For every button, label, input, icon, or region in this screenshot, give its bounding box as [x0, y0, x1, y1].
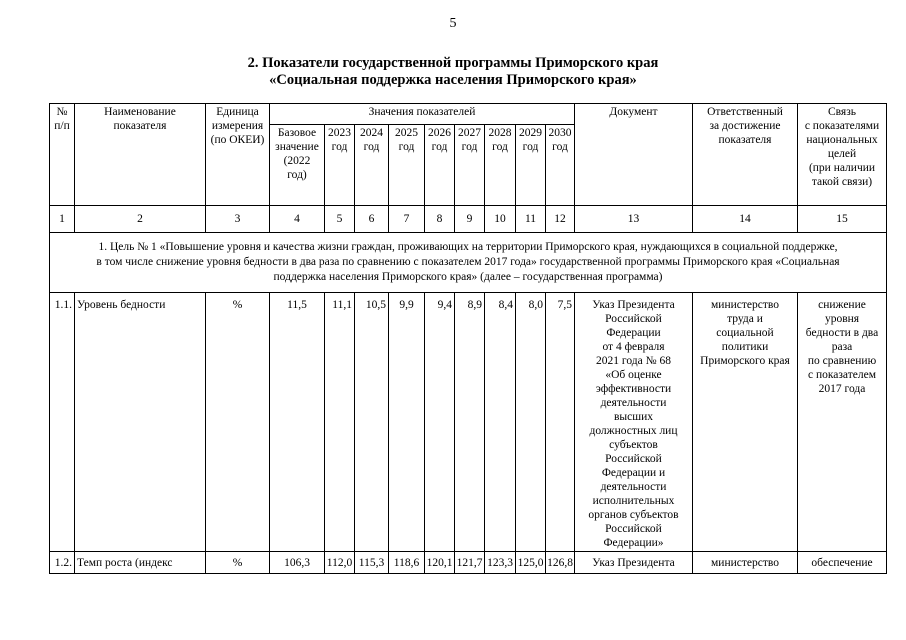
indicators-table: [49, 103, 887, 574]
header-name: Наименование показателя: [75, 104, 206, 206]
header-responsible: Ответственный за достижение показателя: [693, 104, 798, 206]
row-unit: %: [206, 293, 270, 552]
row-value: 115,3: [355, 552, 389, 574]
header-values-group: Значения показателей: [270, 104, 575, 125]
row-link: снижение уровня бедности в два раза по сравнению с показателем 2017 года: [798, 293, 887, 552]
column-number: 12: [546, 206, 575, 233]
header-year: 2024 год: [355, 125, 389, 206]
row-value: 121,7: [455, 552, 485, 574]
header-year: 2027 год: [455, 125, 485, 206]
row-value: 11,1: [325, 293, 355, 552]
row-document: Указ Президента Российской Федерации от 4 февраля 2021 года № 68 «Об оценке эффективности деятельности высших должностных лиц субъектов Российской Федерации и деятельности исполнительных органов субъектов Российской Федерации»: [575, 293, 693, 552]
row-document: Указ Президента: [575, 552, 693, 574]
column-number: 15: [798, 206, 887, 233]
header-year: 2025 год: [389, 125, 425, 206]
row-value: 118,6: [389, 552, 425, 574]
column-number: 14: [693, 206, 798, 233]
column-number: 4: [270, 206, 325, 233]
column-number: 10: [485, 206, 516, 233]
row-num: 1.2.: [50, 552, 75, 574]
header-base: Базовое значение (2022 год): [270, 125, 325, 206]
row-unit: %: [206, 552, 270, 574]
row-base-value: 11,5: [270, 293, 325, 552]
row-name: Темп роста (индекс: [75, 552, 206, 574]
row-value: 120,1: [425, 552, 455, 574]
column-numbers-row: [50, 206, 887, 233]
header-num: № п/п: [50, 104, 75, 206]
column-number: 13: [575, 206, 693, 233]
row-responsible: министерство: [693, 552, 798, 574]
column-number: 3: [206, 206, 270, 233]
row-value: 8,4: [485, 293, 516, 552]
goal-text: 1. Цель № 1 «Повышение уровня и качества жизни граждан, проживающих на территории Приморского края, нуждающихся в социальной поддержке, в том числе снижение уровня бедности в два раза по сравнению с показателем 2017 года» государственной программы Приморского края «Социальная поддержка населения Приморского края» (далее – государственная программа): [50, 233, 887, 293]
table-row: [50, 552, 887, 574]
header-year: 2029 год: [516, 125, 546, 206]
row-value: 8,9: [455, 293, 485, 552]
row-value: 8,0: [516, 293, 546, 552]
column-number: 8: [425, 206, 455, 233]
row-value: 7,5: [546, 293, 575, 552]
header-year: 2026 год: [425, 125, 455, 206]
table-row: [50, 293, 887, 552]
column-number: 6: [355, 206, 389, 233]
title-line-1: 2. Показатели государственной программы Приморского края: [247, 55, 659, 71]
row-value: 126,8: [546, 552, 575, 574]
header-year: 2023 год: [325, 125, 355, 206]
row-num: 1.1.: [50, 293, 75, 552]
column-number: 2: [75, 206, 206, 233]
column-number: 5: [325, 206, 355, 233]
row-value: 123,3: [485, 552, 516, 574]
row-link: обеспечение: [798, 552, 887, 574]
header-unit: Единица измерения (по ОКЕИ): [206, 104, 270, 206]
row-value: 9,9: [389, 293, 425, 552]
row-value: 112,0: [325, 552, 355, 574]
column-number: 7: [389, 206, 425, 233]
goal-row: [50, 233, 887, 293]
row-base-value: 106,3: [270, 552, 325, 574]
header-row-1: [50, 104, 887, 125]
row-name: Уровень бедности: [75, 293, 206, 552]
header-link: Связь с показателями национальных целей (при наличии такой связи): [798, 104, 887, 206]
row-value: 9,4: [425, 293, 455, 552]
page-number: 5: [449, 16, 457, 31]
column-number: 11: [516, 206, 546, 233]
header-year: 2028 год: [485, 125, 516, 206]
row-value: 125,0: [516, 552, 546, 574]
title-line-2: «Социальная поддержка населения Приморского края»: [269, 72, 637, 88]
column-number: 1: [50, 206, 75, 233]
row-value: 10,5: [355, 293, 389, 552]
row-responsible: министерство труда и социальной политики Приморского края: [693, 293, 798, 552]
header-year: 2030 год: [546, 125, 575, 206]
page-title: [0, 55, 906, 89]
column-number: 9: [455, 206, 485, 233]
header-document: Документ: [575, 104, 693, 206]
